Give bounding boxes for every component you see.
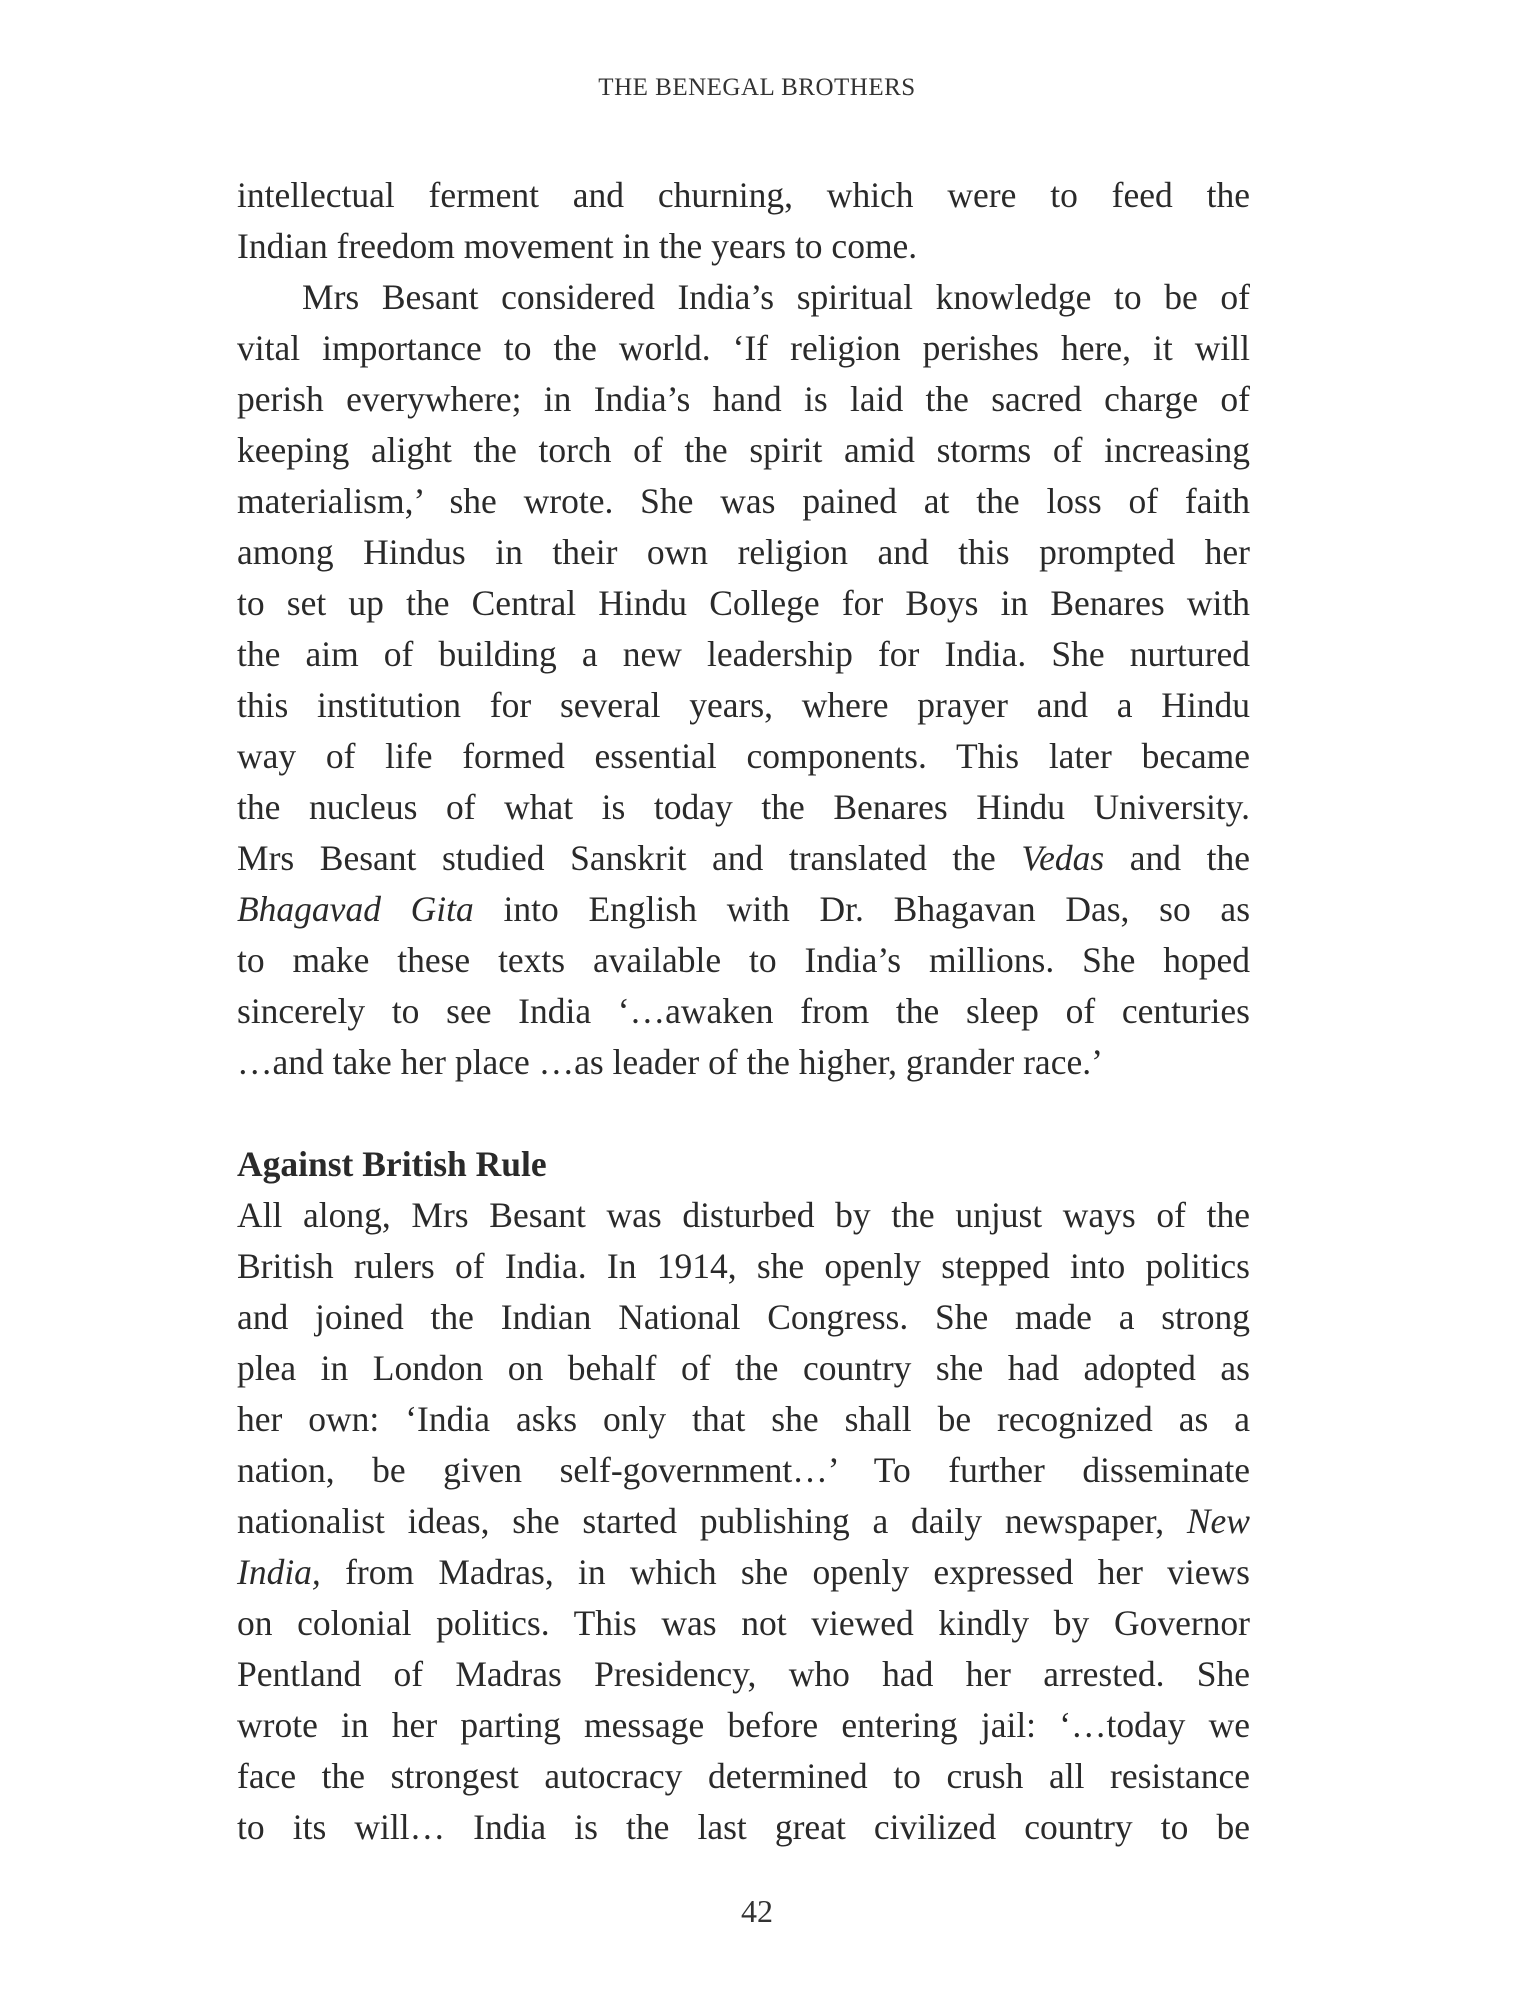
text-line <box>237 1496 1250 1547</box>
text-line <box>237 1037 1250 1088</box>
text-line <box>237 323 1250 374</box>
text-segment: way of life formed essential components. This later became <box>237 736 1250 776</box>
text-line <box>237 1445 1250 1496</box>
text-segment: intellectual ferment and churning, which were to feed the <box>237 175 1250 215</box>
body-text <box>237 170 1250 1853</box>
text-line <box>237 1190 1250 1241</box>
text-segment: Pentland of Madras Presidency, who had her arrested. She <box>237 1654 1250 1694</box>
text-line <box>237 1751 1250 1802</box>
text-line <box>237 935 1250 986</box>
text-segment: into English with Dr. Bhagavan Das, so as <box>473 889 1251 929</box>
section-heading <box>237 1139 1250 1190</box>
text-segment: the nucleus of what is today the Benares Hindu University. <box>237 787 1250 827</box>
text-line <box>237 782 1250 833</box>
text-segment: vital importance to the world. ‘If religion perishes here, it will <box>237 328 1250 368</box>
text-segment: perish everywhere; in India’s hand is laid the sacred charge of <box>237 379 1250 419</box>
text-line <box>237 578 1250 629</box>
text-segment: from Madras, in which she openly expressed her views <box>320 1552 1250 1592</box>
text-line <box>237 1598 1250 1649</box>
text-line <box>237 986 1250 1037</box>
text-line <box>237 1343 1250 1394</box>
text-segment: All along, Mrs Besant was disturbed by the unjust ways of the <box>237 1195 1250 1235</box>
text-segment: to make these texts available to India’s millions. She hoped <box>237 940 1250 980</box>
page-number: 42 <box>741 1893 773 1929</box>
italic-title: Vedas <box>1021 838 1105 878</box>
text-line <box>237 221 1250 272</box>
text-segment: keeping alight the torch of the spirit amid storms of increasing <box>237 430 1250 470</box>
text-segment: on colonial politics. This was not viewed kindly by Governor <box>237 1603 1250 1643</box>
text-segment: Against British Rule <box>237 1144 547 1184</box>
text-line <box>237 527 1250 578</box>
text-line <box>237 1649 1250 1700</box>
text-segment: her own: ‘India asks only that she shall be recognized as a <box>237 1399 1250 1439</box>
text-line <box>237 1394 1250 1445</box>
italic-title: New <box>1186 1501 1250 1541</box>
text-segment: plea in London on behalf of the country she had adopted as <box>237 1348 1250 1388</box>
text-line <box>237 884 1250 935</box>
text-line <box>237 476 1250 527</box>
text-segment: and joined the Indian National Congress. She made a strong <box>237 1297 1250 1337</box>
text-line <box>237 425 1250 476</box>
text-line <box>237 1241 1250 1292</box>
text-segment: to set up the Central Hindu College for Boys in Benares with <box>237 583 1250 623</box>
text-line <box>237 731 1250 782</box>
text-segment: the aim of building a new leadership for India. She nurtured <box>237 634 1250 674</box>
text-line <box>237 1547 1250 1598</box>
text-line <box>237 1802 1250 1853</box>
text-line <box>237 833 1250 884</box>
text-segment: among Hindus in their own religion and this prompted her <box>237 532 1250 572</box>
text-segment: Mrs Besant considered India’s spiritual knowledge to be of <box>302 277 1250 317</box>
text-segment: sincerely to see India ‘…awaken from the sleep of centuries <box>237 991 1250 1031</box>
text-segment: and the <box>1104 838 1250 878</box>
text-line <box>237 1292 1250 1343</box>
text-segment: face the strongest autocracy determined to crush all resistance <box>237 1756 1250 1796</box>
text-segment: this institution for several years, where prayer and a Hindu <box>237 685 1250 725</box>
text-segment: nation, be given self-government…’ To further disseminate <box>237 1450 1250 1490</box>
text-segment: materialism,’ she wrote. She was pained at the loss of faith <box>237 481 1250 521</box>
text-segment: …and take her place …as leader of the higher, grander race.’ <box>237 1042 1103 1082</box>
text-segment: to its will… India is the last great civilized country to be <box>237 1807 1250 1847</box>
text-segment: nationalist ideas, she started publishing a daily newspaper, <box>237 1501 1187 1541</box>
italic-title: India, <box>237 1552 321 1592</box>
text-line <box>237 272 1250 323</box>
blank-line <box>237 1088 1250 1139</box>
running-header: THE BENEGAL BROTHERS <box>598 74 916 101</box>
text-segment: British rulers of India. In 1914, she openly stepped into politics <box>237 1246 1250 1286</box>
text-segment: Indian freedom movement in the years to come. <box>237 226 918 266</box>
text-line <box>237 629 1250 680</box>
text-line <box>237 374 1250 425</box>
text-line <box>237 1700 1250 1751</box>
italic-title: Bhagavad Gita <box>237 889 474 929</box>
text-line <box>237 170 1250 221</box>
text-segment: Mrs Besant studied Sanskrit and translated the <box>237 838 1022 878</box>
text-segment: wrote in her parting message before entering jail: ‘…today we <box>237 1705 1250 1745</box>
text-line <box>237 680 1250 731</box>
